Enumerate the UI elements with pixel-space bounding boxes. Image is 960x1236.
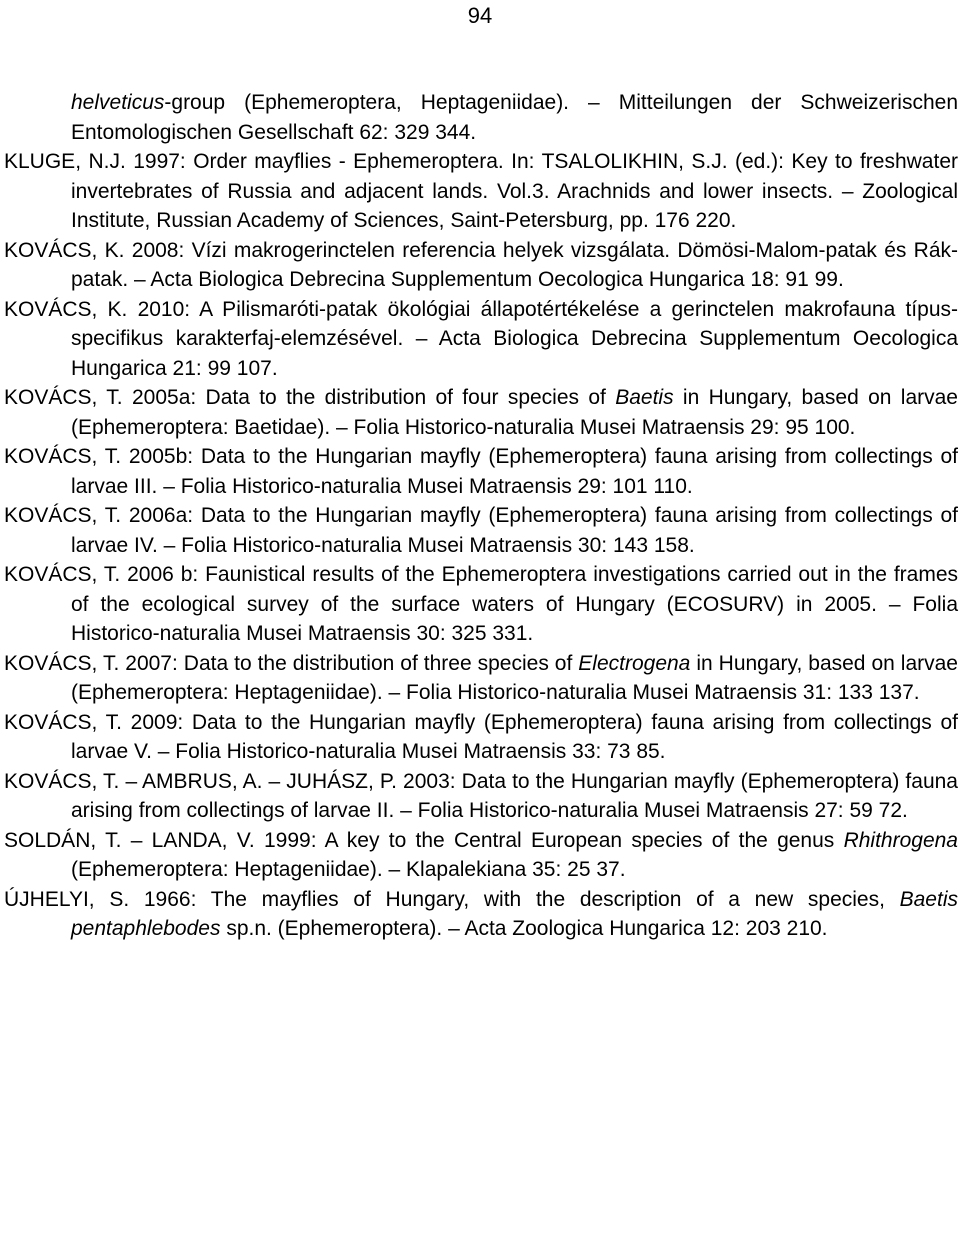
reference-entry — [0, 147, 960, 236]
reference-entry — [0, 501, 960, 560]
reference-text: sp.n. (Ephemeroptera). – Acta Zoologica Hungarica 12: 203 210. — [220, 917, 828, 940]
italic-term: Baetis — [615, 386, 674, 409]
reference-text: KOVÁCS, T. – AMBRUS, A. – JUHÁSZ, P. 2003: Data to the Hungarian mayfly (Ephemeroptera) fauna arising from collectings of larvae II. – Folia Historico-naturalia Musei Matraensis 27: 59 72. — [4, 769, 958, 822]
reference-entry — [0, 767, 960, 826]
reference-entry — [0, 649, 960, 708]
reference-text: -group (Ephemeroptera, Heptageniidae). – Mitteilungen der Schweizerischen Entomologischen Gesellschaft 62: 329 344. — [71, 91, 958, 144]
reference-entry — [0, 560, 960, 649]
reference-text: KOVÁCS, T. 2006 b: Faunistical results of the Ephemeroptera investigations carried out in the frames of the ecological survey of the surface waters of Hungary (ECOSURV) in 2005. – Folia Historico-naturalia Musei Matraensis 30: 325 331. — [4, 563, 958, 645]
reference-entry — [0, 383, 960, 442]
reference-text: (Ephemeroptera: Heptageniidae). – Klapalekiana 35: 25 37. — [71, 858, 626, 881]
reference-entry — [0, 826, 960, 885]
page-number: 94 — [467, 3, 493, 28]
reference-text: KOVÁCS, T. 2005a: Data to the distribution of four species of — [4, 386, 616, 409]
reference-text: KLUGE, N.J. 1997: Order mayflies - Ephemeroptera. In: TSALOLIKHIN, S.J. (ed.): Key to freshwater invertebrates of Russia and adjacent lands. Vol.3. Arachnids and lower insects. – Zoological Institute, Russian Academy of Sciences, Saint-Petersburg, pp. 176 220. — [4, 150, 958, 232]
reference-text: KOVÁCS, T. 2005b: Data to the Hungarian mayfly (Ephemeroptera) fauna arising from collectings of larvae III. – Folia Historico-naturalia Musei Matraensis 29: 101 110. — [4, 445, 958, 498]
italic-term: Electrogena — [578, 651, 691, 675]
reference-text: in Hungary, based on larvae (Ephemeroptera: Heptageniidae). – Folia Historico-naturalia Musei Matraensis 31: 133 137. — [71, 651, 958, 704]
reference-entry — [0, 442, 960, 501]
reference-entry — [0, 236, 960, 295]
reference-text: in Hungary, based on larvae (Ephemeroptera: Baetidae). – Folia Historico-naturalia Musei Matraensis 29: 95 100. — [71, 386, 958, 439]
reference-text: ÚJHELYI, S. 1966: The mayflies of Hungary, with the description of a new species, — [4, 887, 900, 911]
reference-entry — [0, 295, 960, 384]
reference-text: KOVÁCS, T. 2006a: Data to the Hungarian mayfly (Ephemeroptera) fauna arising from collectings of larvae IV. – Folia Historico-naturalia Musei Matraensis 30: 143 158. — [4, 504, 958, 557]
italic-term: Rhithrogena — [843, 828, 958, 852]
reference-text: KOVÁCS, T. 2007: Data to the distribution of three species of — [4, 651, 579, 675]
reference-text: KOVÁCS, K. 2008: Vízi makrogerinctelen referencia helyek vizsgálata. Dömösi-Malom-patak és Rák-patak. – Acta Biologica Debrecina Supplementum Oecologica Hungarica 18: 91 99. — [4, 238, 958, 291]
reference-text: KOVÁCS, T. 2009: Data to the Hungarian mayfly (Ephemeroptera) fauna arising from collectings of larvae V. – Folia Historico-naturalia Musei Matraensis 33: 73 85. — [4, 710, 958, 763]
reference-text: KOVÁCS, K. 2010: A Pilismaróti-patak ökológiai állapotértékelése a gerinctelen makrofauna típus-specifikus karakterfaj-elemzésével. – Acta Biologica Debrecina Supplementum Oecologica Hungarica 21: 99 107. — [4, 297, 958, 380]
reference-text: SOLDÁN, T. – LANDA, V. 1999: A key to the Central European species of the genus — [4, 828, 844, 852]
reference-entry — [0, 88, 960, 147]
italic-term: Baetis pentaphlebodes — [71, 887, 958, 940]
reference-list — [0, 88, 960, 944]
reference-entry — [0, 885, 960, 944]
reference-entry — [0, 708, 960, 767]
italic-term: helveticus — [71, 91, 165, 114]
